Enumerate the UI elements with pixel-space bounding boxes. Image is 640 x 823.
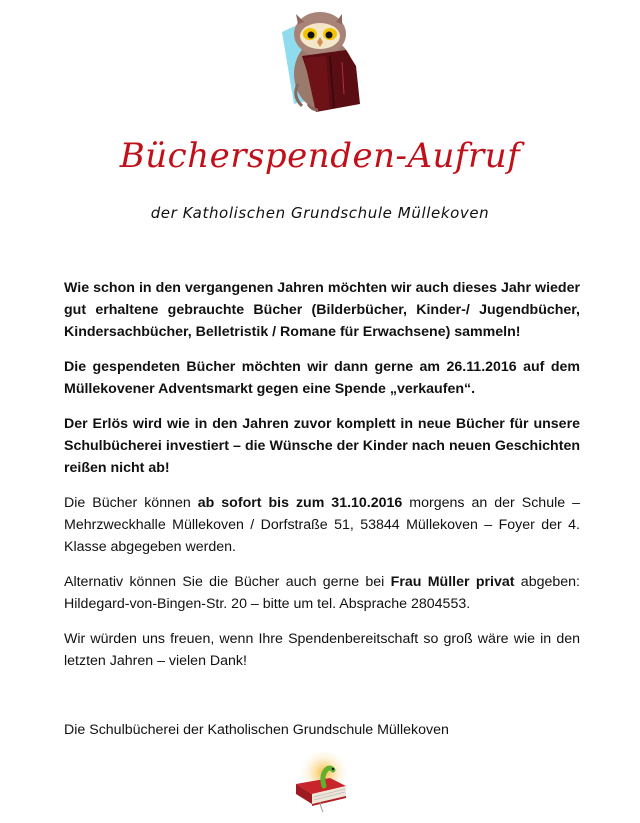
paragraph-dropoff-school xyxy=(64,492,580,558)
bookworm-on-book-icon xyxy=(290,752,352,814)
page-subtitle: der Katholischen Grundschule Müllekoven xyxy=(150,204,490,222)
paragraph-adventsmarkt: Die gespendeten Bücher möchten wir dann gerne am 26.11.2016 auf dem Müllekovener Adventsmarkt gegen eine Spende „verkaufen“. xyxy=(64,359,580,397)
private-text-before: Alternativ können Sie die Bücher auch gerne bei xyxy=(64,574,391,590)
dropoff-text-before: Die Bücher können xyxy=(64,495,198,511)
paragraph-dropoff-private xyxy=(64,571,580,615)
paragraph-proceeds: Der Erlös wird wie in den Jahren zuvor komplett in neue Bücher für unsere Schulbücherei investiert – die Wünsche der Kinder nach neuen Geschichten reißen nicht ab! xyxy=(64,416,580,476)
paragraph-thanks: Wir würden uns freuen, wenn Ihre Spendenbereitschaft so groß wäre wie in den letzten Jahren – vielen Dank! xyxy=(64,631,580,669)
dropoff-text-after: morgens an der Schule – Mehrzweckhalle Müllekoven / Dorfstraße 51, 53844 Müllekoven – Foyer der 4. Klasse abgegeben werden. xyxy=(64,495,581,555)
owl-reading-book-icon xyxy=(268,4,372,116)
private-text-after: abgeben: Hildegard-von-Bingen-Str. 20 – bitte um tel. Absprache 2804553. xyxy=(64,574,580,612)
paragraph-intro: Wie schon in den vergangenen Jahren möchten wir auch dieses Jahr wieder gut erhaltene gebrauchte Bücher (Bilderbücher, Kinder-/ Jugendbücher, Kindersachbücher, Belletristik / Romane für Erwachsene) sammeln! xyxy=(64,280,580,340)
page-title: Bücherspenden-Aufruf xyxy=(119,136,521,176)
private-contact-name: Frau Müller privat xyxy=(390,574,515,590)
dropoff-deadline: ab sofort bis zum 31.10.2016 xyxy=(197,495,403,511)
signature: Die Schulbücherei der Katholischen Grundschule Müllekoven xyxy=(64,722,449,738)
